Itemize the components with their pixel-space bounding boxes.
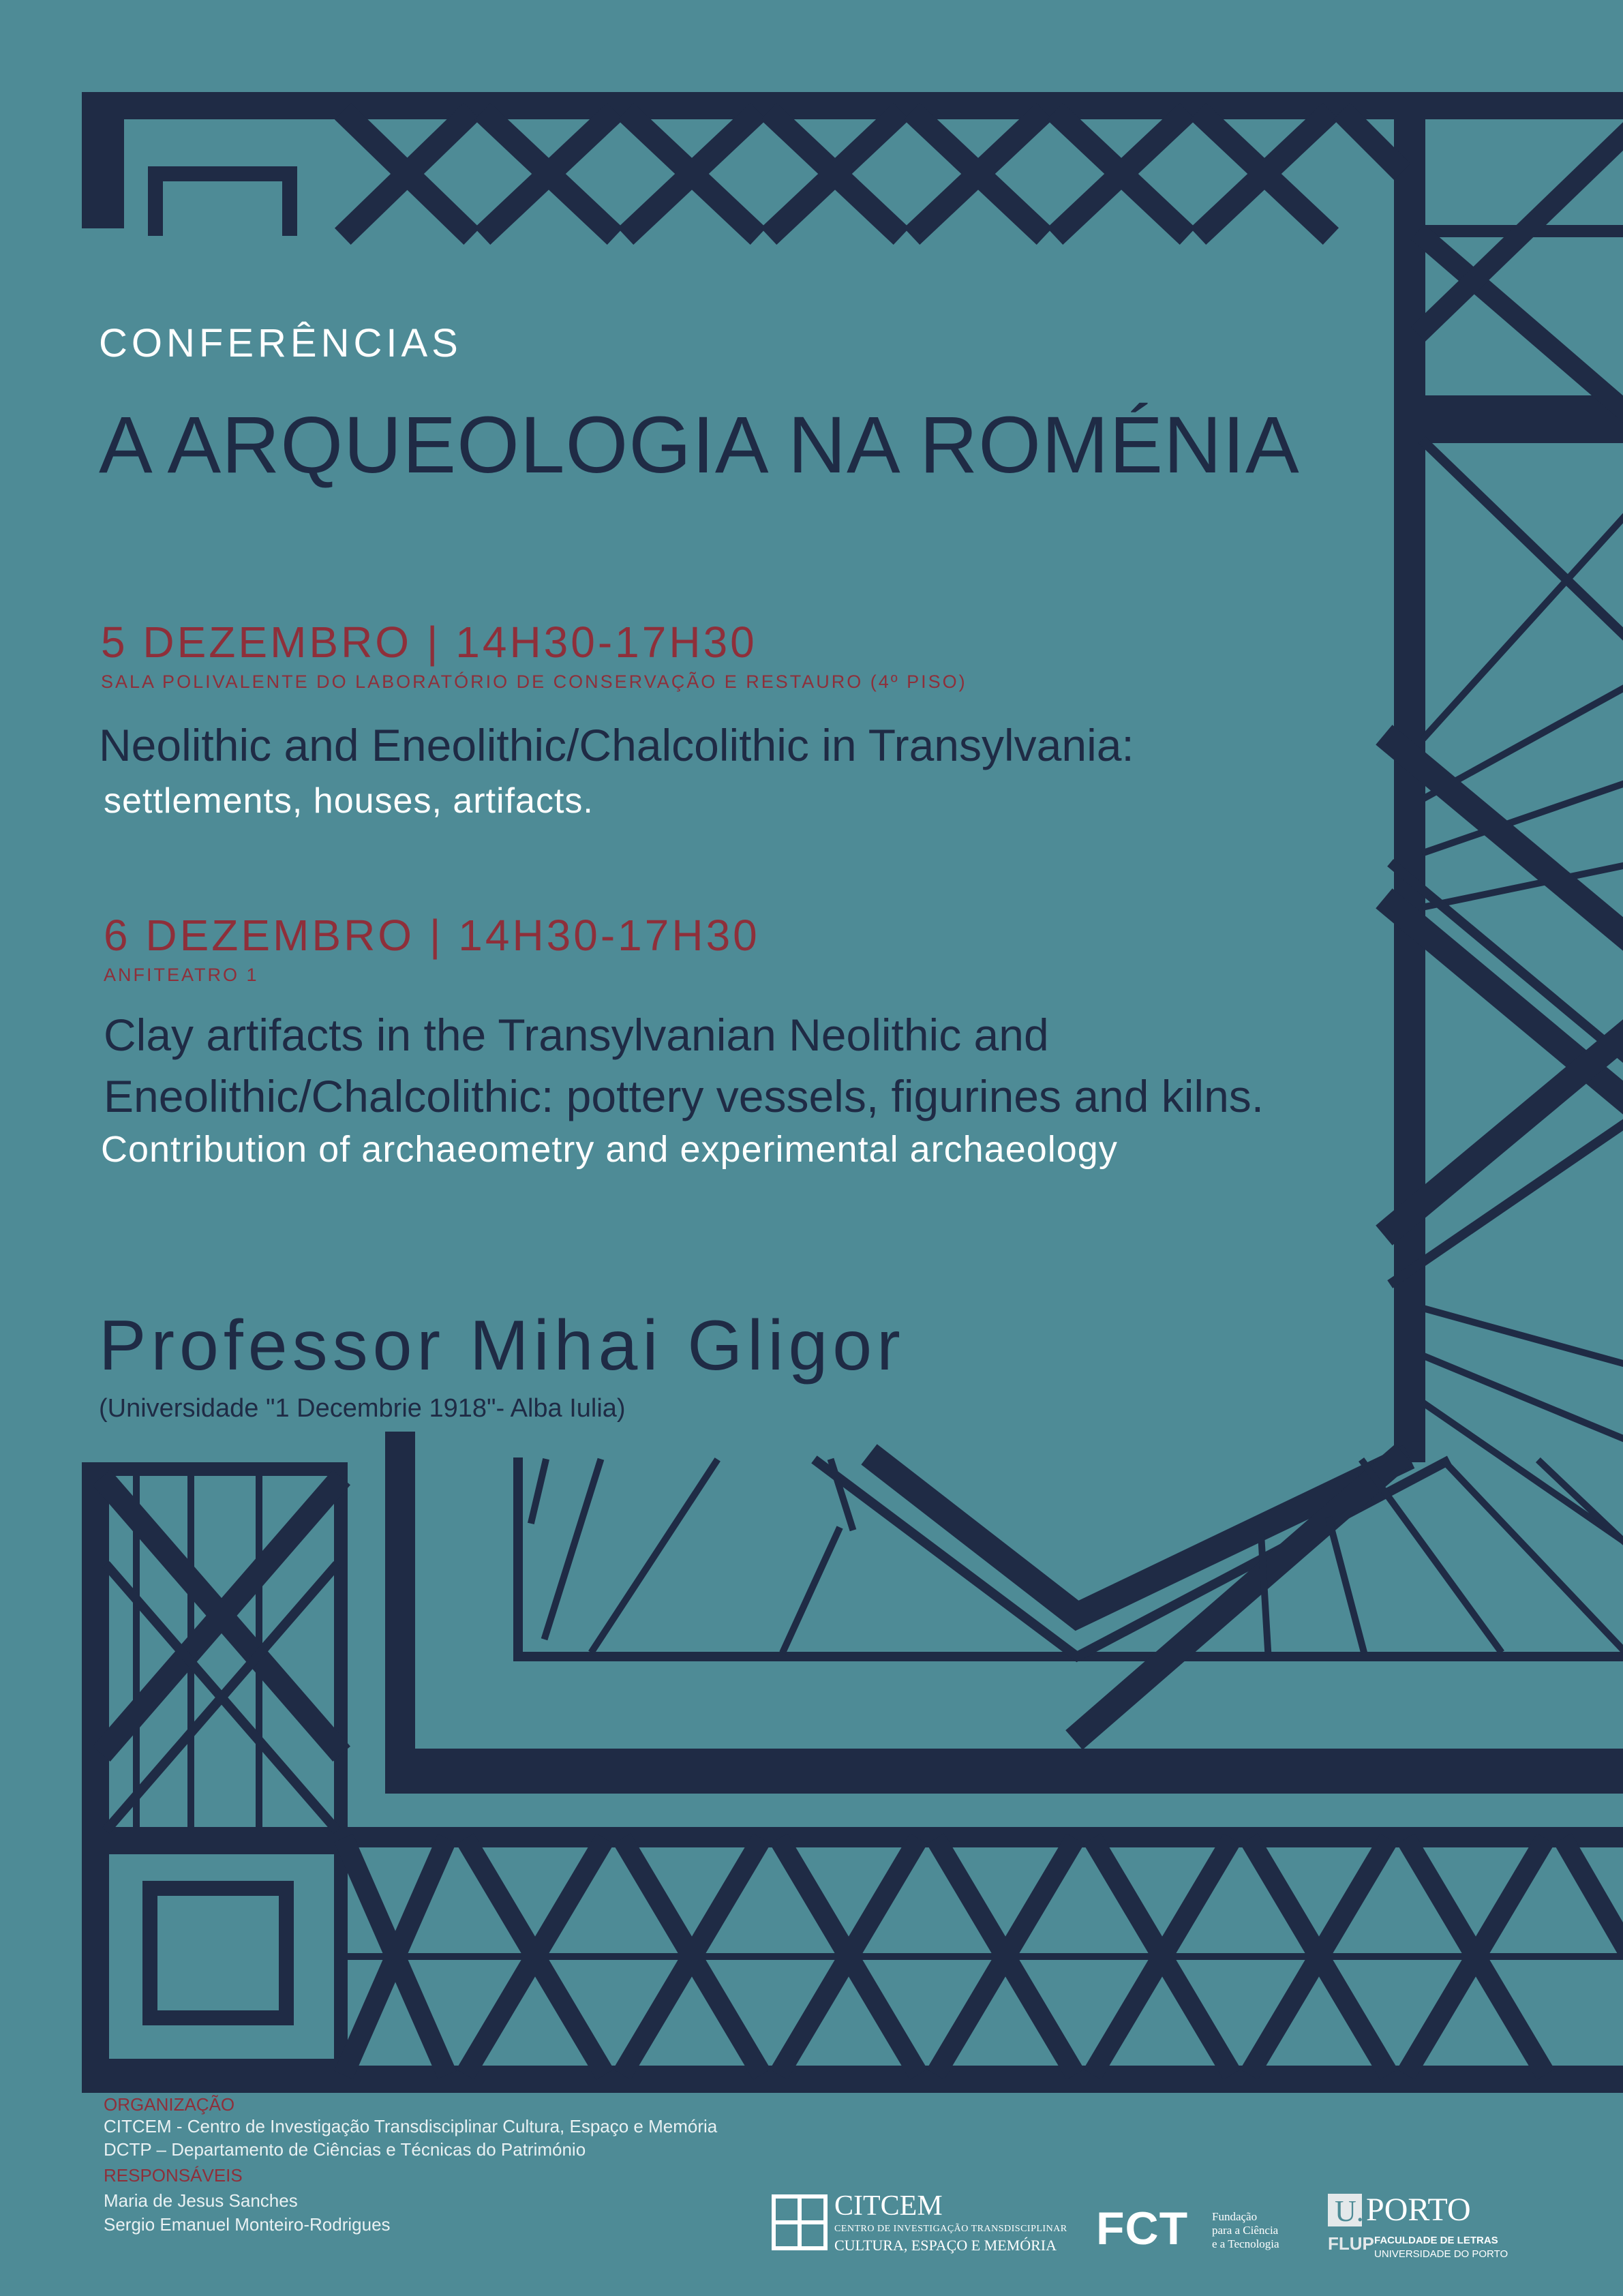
session-1-title-line-1: Neolithic and Eneolithic/Chalcolithic in Transylvania: [99, 720, 1134, 770]
session-2-title-line-1: Clay artifacts in the Transylvanian Neolithic and [104, 1010, 1049, 1060]
session-2-date-time: 6 DEZEMBRO | 14H30-17H30 [104, 911, 760, 960]
fct-logo [1096, 2203, 1301, 2261]
citcem-logo [772, 2191, 1072, 2255]
organization-item: CITCEM - Centro de Investigação Transdisciplinar Cultura, Espaço e Memória [104, 2116, 718, 2136]
organization-label: ORGANIZAÇÃO [104, 2094, 235, 2115]
fct-logo-line-2: para a Ciência [1212, 2224, 1279, 2237]
citcem-logo-line-1: CENTRO DE INVESTIGAÇÃO TRANSDISCIPLINAR [834, 2224, 1067, 2234]
citcem-logo-line-2: CULTURA, ESPAÇO E MEMÓRIA [834, 2237, 1057, 2254]
session-1-venue: SALA POLIVALENTE DO LABORATÓRIO DE CONSERVAÇÃO E RESTAURO (4º PISO) [101, 671, 967, 692]
citcem-logo-name: CITCEM [834, 2190, 943, 2222]
fct-logo-name: FCT [1096, 2203, 1189, 2254]
organization-item: DCTP – Departamento de Ciências e Técnicas do Património [104, 2139, 586, 2160]
session-1-date-time: 5 DEZEMBRO | 14H30-17H30 [101, 618, 757, 667]
responsible-person: Maria de Jesus Sanches [104, 2190, 298, 2211]
responsible-person: Sergio Emanuel Monteiro-Rodrigues [104, 2214, 391, 2235]
uporto-mark: U. [1335, 2194, 1364, 2228]
speaker-name: Professor Mihai Gligor [99, 1306, 905, 1385]
session-1-title-line-2: settlements, houses, artifacts. [104, 781, 594, 821]
flup-line-2: UNIVERSIDADE DO PORTO [1374, 2248, 1508, 2260]
session-2-title-line-3: Contribution of archaeometry and experimental archaeology [101, 1129, 1118, 1170]
responsible-label: RESPONSÁVEIS [104, 2165, 243, 2186]
uporto-name: PORTO [1366, 2192, 1471, 2228]
session-2-title-line-2: Eneolithic/Chalcolithic: pottery vessels, figurines and kilns. [104, 1071, 1264, 1121]
uporto-mark-box [1328, 2194, 1362, 2226]
speaker-affiliation: (Universidade "1 Decembrie 1918"- Alba Iulia) [99, 1394, 626, 1423]
citcem-window-icon [772, 2194, 828, 2250]
flup-acronym: FLUP [1328, 2233, 1374, 2254]
session-2-venue: ANFITEATRO 1 [104, 965, 259, 985]
uporto-flup-logo [1325, 2191, 1530, 2266]
poster-title: A ARQUEOLOGIA NA ROMÉNIA [99, 400, 1300, 490]
fct-logo-line-1: Fundação [1212, 2210, 1258, 2223]
flup-line-1: FACULDADE DE LETRAS [1374, 2235, 1498, 2246]
fct-logo-line-3: e a Tecnologia [1212, 2237, 1279, 2250]
event-kicker: CONFERÊNCIAS [99, 321, 462, 365]
